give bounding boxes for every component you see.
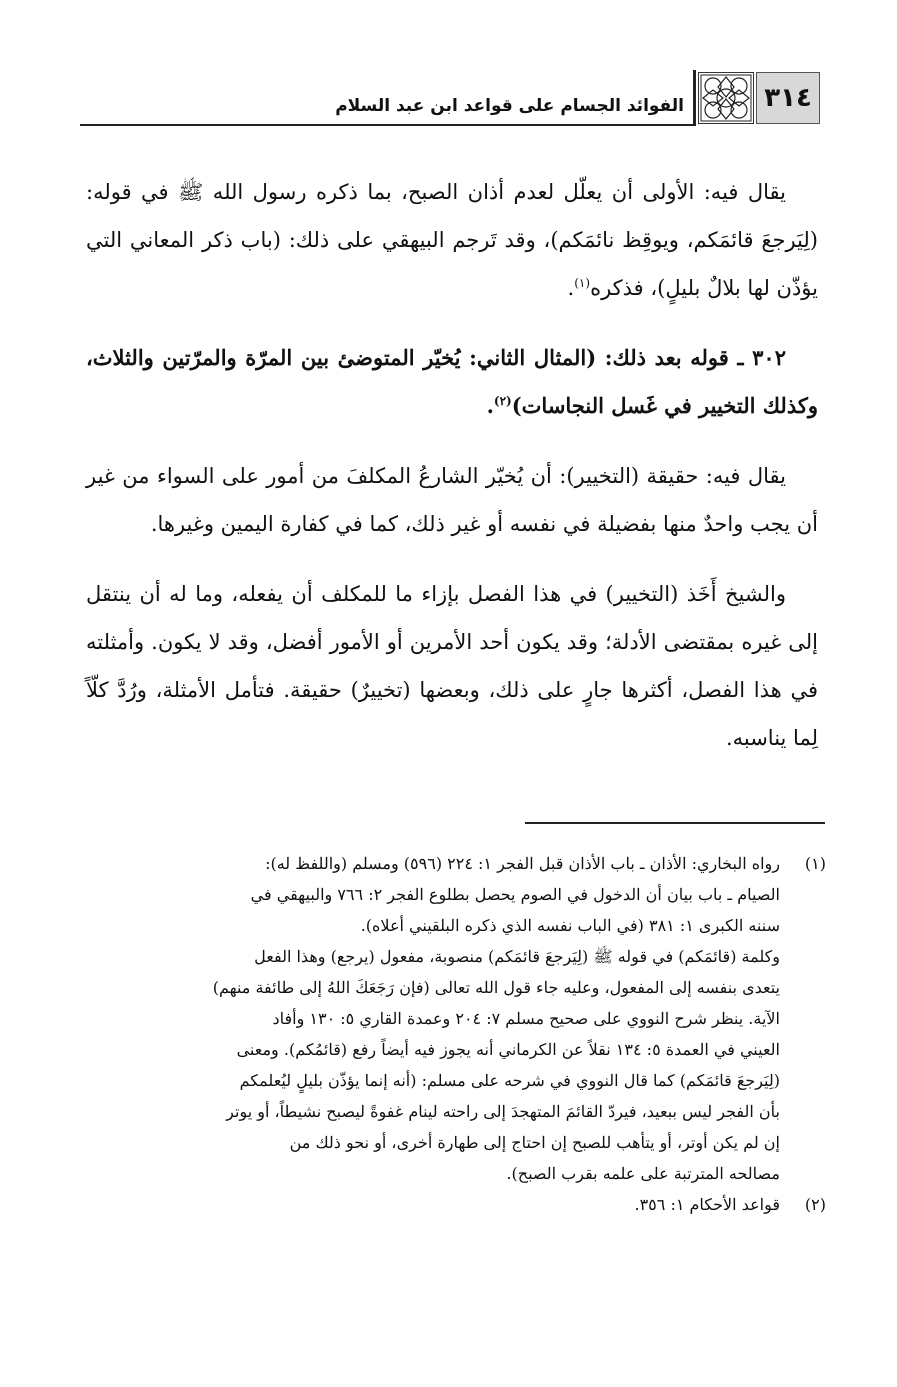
header-rule bbox=[80, 124, 696, 126]
footnote-text: رواه البخاري: الأذان ـ باب الأذان قبل الفجر ١: ٢٢٤ (٥٩٦) ومسلم (واللفظ له): الصيام ـ باب بيان أن الدخول في الصوم يحصل بطلوع الفجر ٢: ٧٦٦ والبيهقي في سننه الكبرى ١: ٣٨١ (في الباب نفسه الذي ذكره البلقيني أعلاه). وكلمة (قائمَكم) في قوله ﷺ (لِيَرجعَ قائمَكم) منصوبة، مفعول (يرجع) وهذا الفعل يتعدى بنفسه إلى المفعول، وعليه جاء قول الله تعالى (فإن رَجَعَكَ اللهُ إلى طائفة منهم) الآية. ينظر شرح النووي على صحيح مسلم ٧: ٢٠٤ وعمدة القاري ٥: ١٣٠ وأفاد العيني في العمدة ٥: ١٣٤ نقلاً عن الكرماني أنه يجوز فيه أيضاً رفع (قائمُكم). ومعنى (لِيَرجعَ قائمَكم) كما قال النووي في شرحه على مسلم: (أنه إنما يؤذّن بليلٍ ليُعلمكم بأن الفجر ليس ببعيد، فيردّ القائمَ المتهجدَ إلى راحته لينام غفوةً ليصبح نشيطاً، أو يوتر إن لم يكن أوتر، أو يتأهب للصبح إن احتاج إلى طهارة أخرى، أو نحو ذلك من مصالحه المترتبة على علمه بقرب الصبح). bbox=[212, 854, 780, 1183]
footnote-number: (١) bbox=[804, 854, 826, 873]
ornament-icon bbox=[698, 72, 754, 124]
header-divider bbox=[693, 70, 696, 126]
paragraph-2-text: ٣٠٢ ـ قوله بعد ذلك: (المثال الثاني: يُخيّر المتوضئ بين المرّة والمرّتين والثلاث، وكذلك التخيير في غَسل النجاسات) bbox=[86, 345, 818, 418]
paragraph-4: والشيخ أَخَذ (التخيير) في هذا الفصل بإزاء ما للمكلف أن يفعله، وما له أن ينتقل إلى غيره بمقتضى الأدلة؛ وقد يكون أحد الأمرين أو الأمور أفضل، وقد لا يكون. وأمثلته في هذا الفصل، أكثرها جارٍ على ذلك، وبعضها (تخييرٌ) حقيقة. فتأمل الأمثلة، ورُدَّ كلّاً لِما يناسبه. bbox=[86, 582, 818, 750]
footnote-1 bbox=[86, 848, 826, 1189]
footnote-ref-2: (٢) bbox=[493, 394, 512, 408]
paragraph-2-quote: ٣٠٢ ـ قوله بعد ذلك: (المثال الثاني: يُخيّر المتوضئ بين المرّة والمرّتين والثلاث، وكذلك التخيير في غَسل النجاسات)$^{(٢)}$. bbox=[86, 345, 818, 418]
paragraph-1: يقال فيه: الأولى أن يعلّل لعدم أذان الصبح، بما ذكره رسول الله ﷺ في قوله: (لِيَرجعَ قائمَكم، ويوقِظ نائمَكم)، وقد تَرجم البيهقي على ذلك: (باب ذكر المعاني التي يؤذّن لها بلالٌ بليلٍ)، فذكره$^{(١)}$. bbox=[86, 180, 818, 300]
footnote-number: (٢) bbox=[804, 1195, 826, 1214]
footnote-text: قواعد الأحكام ١: ٣٥٦. bbox=[634, 1195, 780, 1214]
page-header bbox=[80, 70, 820, 130]
footnotes bbox=[86, 848, 826, 1220]
footnote-separator bbox=[525, 822, 825, 824]
body-text bbox=[86, 168, 818, 784]
footnote-ref-1: (١) bbox=[574, 276, 591, 290]
footnote-2 bbox=[86, 1189, 826, 1220]
running-title: الفوائد الجسام على قواعد ابن عبد السلام bbox=[335, 96, 684, 116]
paragraph-3: يقال فيه: حقيقة (التخيير): أن يُخيّر الشارعُ المكلفَ من أمور على السواء من غير أن يجب واحدٌ منها بفضيلة في نفسه أو غير ذلك، كما في كفارة اليمين وغيرها. bbox=[86, 464, 818, 536]
paragraph-1-text: يقال فيه: الأولى أن يعلّل لعدم أذان الصبح، بما ذكره رسول الله ﷺ في قوله: (لِيَرجعَ قائمَكم، ويوقِظ نائمَكم)، وقد تَرجم البيهقي على ذلك: (باب ذكر المعاني التي يؤذّن لها بلالٌ بليلٍ)، فذكره bbox=[86, 180, 818, 300]
page-number: ٣١٤ bbox=[756, 72, 820, 124]
